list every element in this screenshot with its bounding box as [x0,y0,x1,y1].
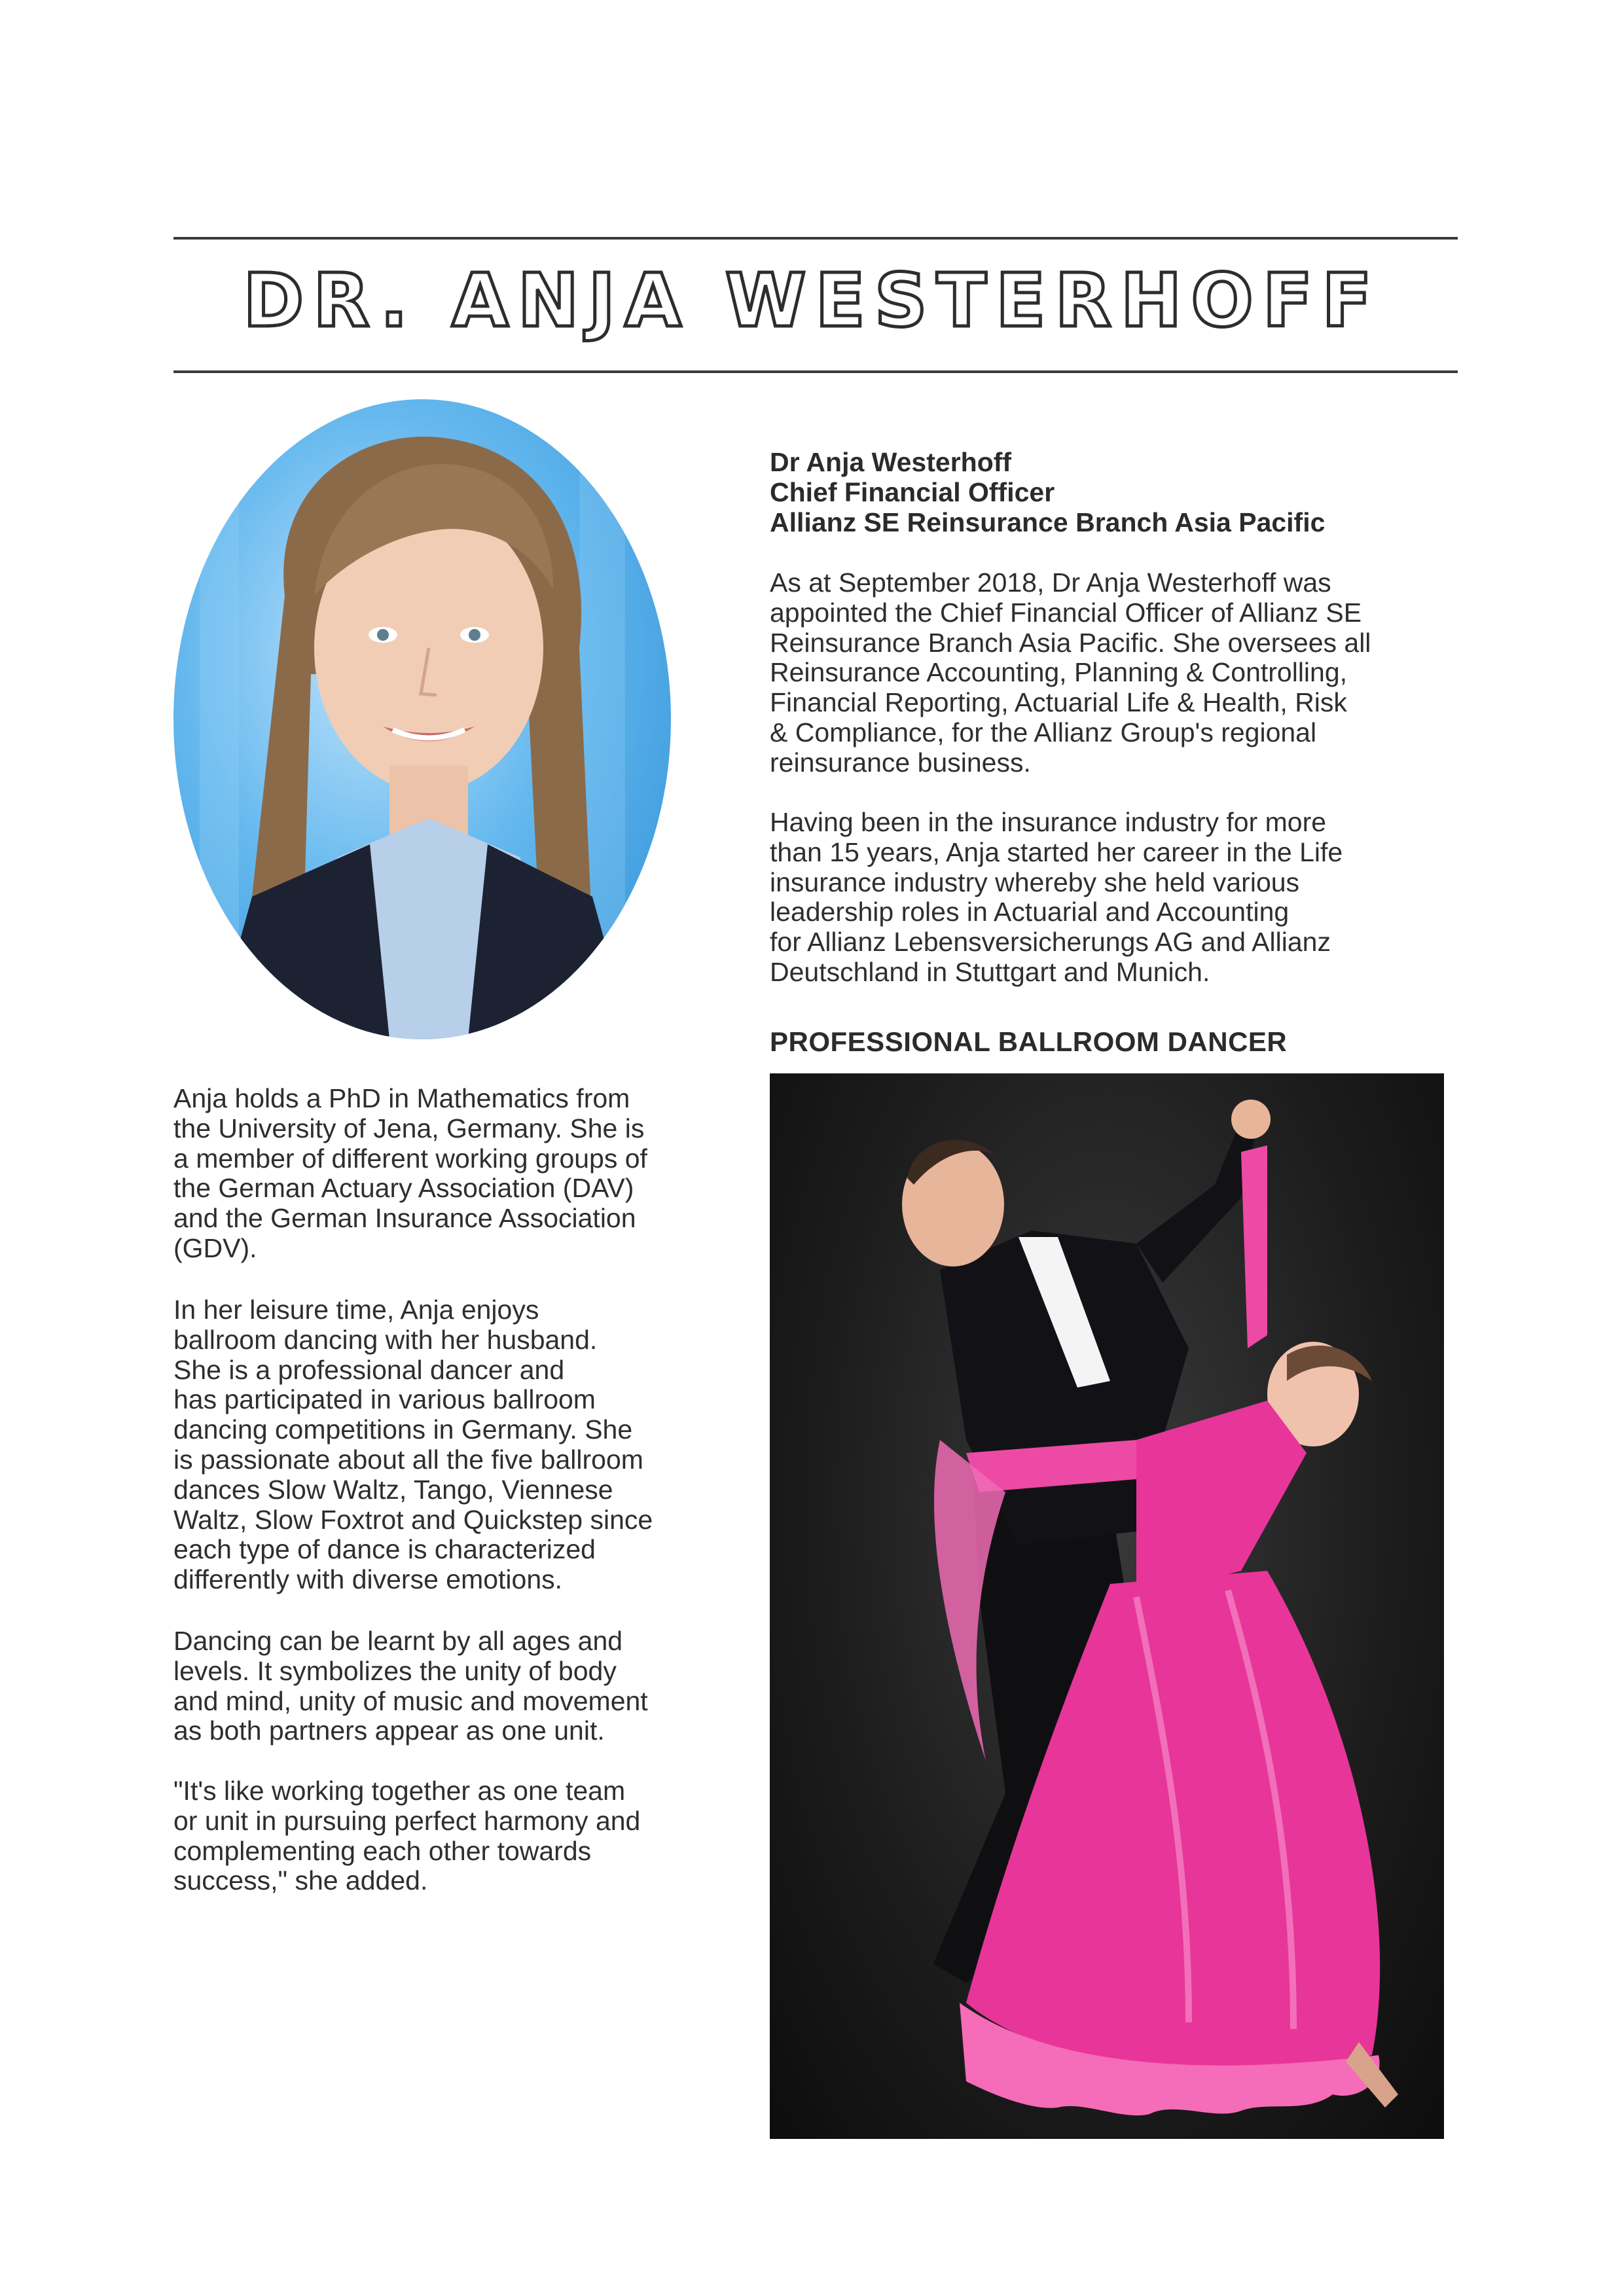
education-paragraph: Anja holds a PhD in Mathematics from the University of Jena, Germany. She is a member of different working groups of the German Actuary Association (DAV) and the German Insurance Association (GDV). [173,1083,647,1263]
appointment-paragraph: As at September 2018, Dr Anja Westerhoff was appointed the Chief Financial Officer of Allianz SE Reinsurance Branch Asia Pacific. She oversees all Reinsurance Accounting, Planning & Controlling, Financial Reporting, Actuarial Life & Health, Risk & Compliance, for the Allianz Group's regional reinsurance business. [770,567,1371,778]
portrait-photo [173,399,671,1039]
quote-paragraph: "It's like working together as one team or unit in pursuing perfect harmony and complementing each other towards success," she added. [173,1776,641,1896]
dance-illustration [770,1073,1444,2139]
portrait-illustration [173,399,671,1039]
career-paragraph: Having been in the insurance industry for more than 15 years, Anja started her career in the Life insurance industry whereby she held various leadership roles in Actuarial and Accounting for Allianz Lebensversicherungs AG and Allianz Deutschland in Stuttgart and Munich. [770,807,1343,987]
leisure-paragraph: In her leisure time, Anja enjoys ballroom dancing with her husband. She is a professional dancer and has participated in various ballroom dancing competitions in Germany. She is passionate about all the five ballroom dances Slow Waltz, Tango, Viennese Waltz, Slow Foxtrot and Quickstep since each type of dance is characterized differently with diverse emotions. [173,1295,653,1595]
bio-position: Chief Financial Officer [770,477,1055,507]
page-title: DR. ANJA WESTERHOFF [243,259,1381,344]
ballroom-dance-photo [770,1073,1444,2139]
header-rule-bottom [173,370,1458,373]
bio-organization: Allianz SE Reinsurance Branch Asia Pacific [770,507,1326,537]
bio-header [770,447,1464,537]
section-heading-dancer: PROFESSIONAL BALLROOM DANCER [770,1026,1288,1057]
header-rule-top [173,237,1458,240]
bio-name: Dr Anja Westerhoff [770,447,1012,477]
dancing-paragraph: Dancing can be learnt by all ages and levels. It symbolizes the unity of body and mind, unity of music and movement as both partners appear as one unit. [173,1626,648,1746]
